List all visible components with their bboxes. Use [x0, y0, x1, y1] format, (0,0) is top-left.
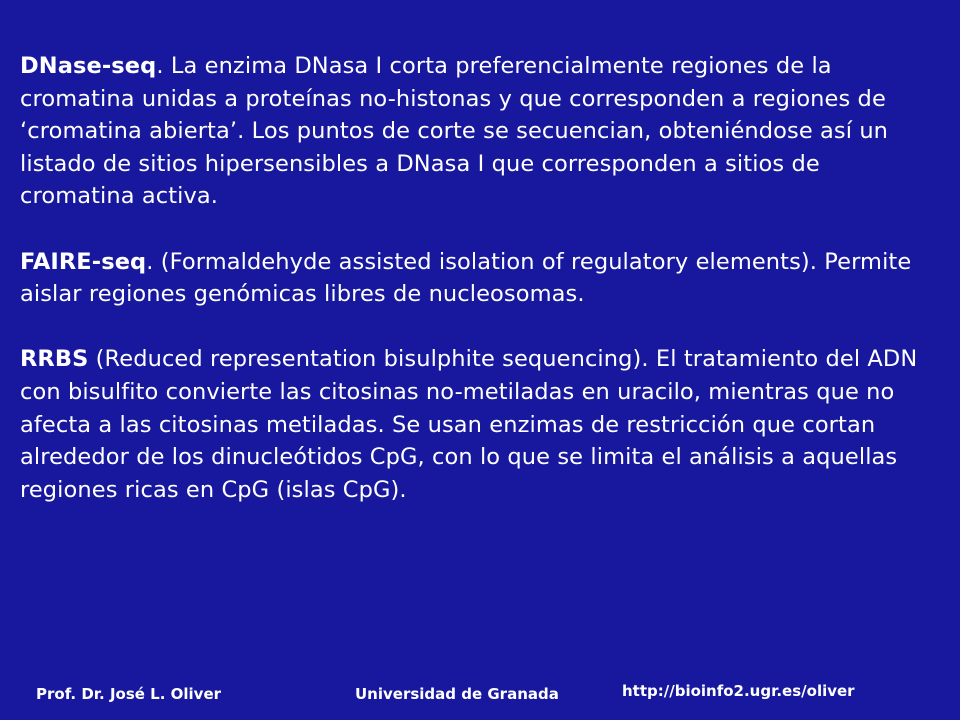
- slide-content: [20, 50, 935, 506]
- paragraph-faire-seq: [20, 246, 935, 311]
- footer-author: Prof. Dr. José L. Oliver: [36, 685, 222, 703]
- paragraph-text: . La enzima DNasa I corta preferencialmente regiones de la cromatina unidas a proteínas no-histonas y que corresponden a regiones de ‘cromatina abierta’. Los puntos de corte se secuencian, obteniéndose así un listado de sitios hipersensibles a DNasa I que corresponden a sitios de cromatina activa.: [20, 53, 889, 210]
- paragraph-text: . (Formaldehyde assisted isolation of regulatory elements). Permite aislar regiones genómicas libres de nucleosomas.: [20, 248, 912, 308]
- term-faire-seq: FAIRE-seq: [20, 248, 147, 275]
- term-dnase-seq: DNase-seq: [20, 53, 157, 79]
- footer-url-link[interactable]: http://bioinfo2.ugr.es/oliver: [622, 682, 855, 700]
- term-rrbs: RRBS: [20, 346, 89, 373]
- paragraph-rrbs: [20, 343, 935, 506]
- footer-university: Universidad de Granada: [355, 685, 559, 703]
- paragraph-dnase-seq: [20, 50, 935, 213]
- paragraph-text: (Reduced representation bisulphite sequencing). El tratamiento del ADN con bisulfito convierte las citosinas no-metiladas en uracilo, mientras que no afecta a las citosinas metiladas. Se usan enzimas de restricción que cortan alrededor de los dinucleótidos CpG, con lo que se limita el análisis a aquellas regiones ricas en CpG (islas CpG).: [20, 346, 918, 503]
